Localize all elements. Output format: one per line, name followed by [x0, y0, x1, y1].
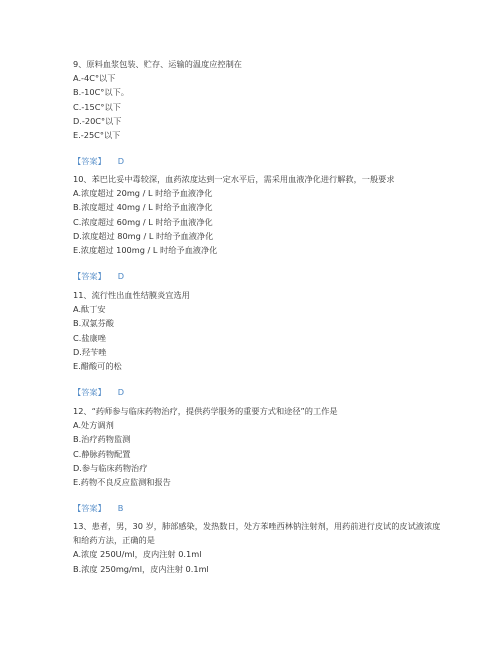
question-stem: 13、患者，男，30 岁，肺部感染，发热数日，处方苯唑西林钠注射剂，用药前进行皮试的皮试液浓度和给药方法，正确的是: [73, 521, 441, 546]
answer-line: [73, 154, 443, 168]
question-stem: 9、原料血浆包装、贮存、运输的温度应控制在: [73, 59, 242, 69]
question-10: [73, 172, 443, 283]
question-12: [73, 404, 443, 515]
answer-label: 【答案】: [73, 156, 106, 167]
option: C.静脉药物配置: [73, 448, 131, 459]
option: E.醋酸可的松: [73, 361, 122, 372]
option: C.盐康唑: [73, 332, 106, 343]
option: A.浓度 250U/ml，皮内注射 0.1ml: [73, 549, 202, 560]
answer-label: 【答案】: [73, 271, 106, 282]
option: C.-15C°以下: [73, 101, 121, 112]
answer-value: D: [117, 156, 125, 167]
option: A.酞丁安: [73, 304, 106, 315]
option: C.浓度超过 60mg / L 时给予血液净化: [73, 216, 213, 227]
question-13: [73, 519, 443, 576]
answer-value: D: [117, 387, 125, 398]
option: B.浓度 250mg/ml，皮内注射 0.1ml: [73, 563, 209, 574]
answer-line: [73, 269, 443, 283]
option: A.处方调剂: [73, 420, 114, 431]
question-9: [73, 57, 443, 168]
answer-value: D: [117, 271, 125, 282]
question-stem: 12、“药师参与临床药物治疗，提供药学服务的重要方式和途径”的工作是: [73, 406, 338, 416]
answer-label: 【答案】: [73, 503, 106, 514]
option: D.参与临床药物治疗: [73, 462, 148, 473]
option: B.治疗药物监测: [73, 434, 131, 445]
option: E.药物不良反应监测和报告: [73, 477, 171, 488]
answer-label: 【答案】: [73, 387, 106, 398]
answer-line: [73, 385, 443, 399]
option: D.-20C°以下: [73, 115, 122, 126]
answer-value: B: [117, 503, 124, 514]
option: D.羟苄唑: [73, 346, 107, 357]
option: A.浓度超过 20mg / L 时给予血液净化: [73, 188, 213, 199]
answer-line: [73, 501, 443, 515]
option: E.浓度超过 100mg / L 时给予血液净化: [73, 245, 218, 256]
option: A.-4C°以下: [73, 73, 116, 84]
option: E.-25C°以下: [73, 130, 121, 141]
question-stem: 11、流行性出血性结膜炎宜选用: [73, 290, 190, 300]
question-11: [73, 288, 443, 399]
option: B.双氯芬酸: [73, 318, 114, 329]
option: D.浓度超过 80mg / L 时给予血液净化: [73, 230, 214, 241]
question-stem: 10、苯巴比妥中毒较深，血药浓度达到一定水平后，需采用血液净化进行解救，一般要求: [73, 174, 395, 184]
option: B.-10C°以下。: [73, 87, 129, 98]
option: B.浓度超过 40mg / L 时给予血液净化: [73, 202, 213, 213]
